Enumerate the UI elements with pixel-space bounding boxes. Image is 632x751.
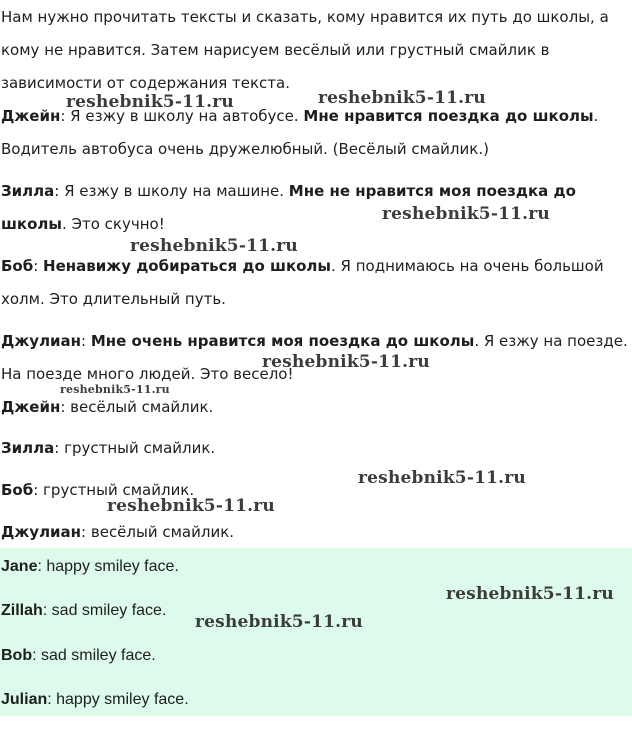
separator: : <box>33 257 44 275</box>
watermark: reshebnik5-11.ru <box>107 496 275 516</box>
watermark: reshebnik5-11.ru <box>382 204 550 224</box>
intro-paragraph: Нам нужно прочитать тексты и сказать, кому нравится их путь до школы, а кому не нравится. Затем нарисуем весёлый или грустный смайлик в зависимости от содержания текста. <box>1 8 609 92</box>
watermark: reshebnik5-11.ru <box>130 236 298 256</box>
answer-name: Julian <box>1 691 48 708</box>
summary-zilla <box>1 432 629 465</box>
speaker-name: Джейн <box>1 107 61 125</box>
answer-bob <box>1 645 156 667</box>
separator: : <box>60 107 71 125</box>
summary-name: Зилла <box>1 439 55 457</box>
summary-text: : грустный смайлик. <box>33 481 195 499</box>
watermark: reshebnik5-11.ru <box>60 383 170 396</box>
answer-name: Bob <box>1 647 33 664</box>
answers-box <box>0 548 632 716</box>
answer-text: : sad smiley face. <box>42 602 167 619</box>
answer-text: : happy smiley face. <box>47 691 189 708</box>
separator: : <box>81 332 91 350</box>
answer-text: : sad smiley face. <box>32 647 156 664</box>
separator: : <box>54 182 65 200</box>
summary-julian <box>1 516 629 549</box>
watermark: reshebnik5-11.ru <box>195 612 363 632</box>
text-bold: Мне очень нравится моя поездка до школы <box>90 332 475 350</box>
speaker-name: Зилла <box>1 182 55 200</box>
text-part: . Это скучно! <box>61 215 165 233</box>
text-bold: Мне не нравится моя поездка до школы <box>1 182 576 233</box>
summary-text: : весёлый смайлик. <box>81 523 235 541</box>
summary-text: : весёлый смайлик. <box>60 398 214 416</box>
watermark: reshebnik5-11.ru <box>66 92 234 112</box>
text-part: . Я езжу на поезде. На поезде много людей. Это весело! <box>1 332 628 383</box>
summary-bob <box>1 474 629 507</box>
answer-name: Jane <box>1 558 38 575</box>
text-part: Я езжу в школу на машине. <box>64 182 289 200</box>
speaker-name: Джулиан <box>1 332 82 350</box>
answer-name: Zillah <box>1 602 43 619</box>
summary-name: Джейн <box>1 398 61 416</box>
answer-text: : happy smiley face. <box>37 558 179 575</box>
summary-name: Боб <box>1 481 34 499</box>
answer-jane <box>1 556 179 578</box>
answer-zillah <box>1 600 166 622</box>
watermark: reshebnik5-11.ru <box>318 88 486 108</box>
summary-text: : грустный смайлик. <box>54 439 216 457</box>
watermark: reshebnik5-11.ru <box>358 468 526 488</box>
text-bold: Ненавижу добираться до школы <box>43 257 331 275</box>
text-part: Я езжу в школу на автобусе. <box>70 107 304 125</box>
text-bold: Мне нравится поездка до школы <box>303 107 594 125</box>
text-bob <box>1 250 629 316</box>
answer-julian <box>1 689 189 711</box>
text-part: . Я поднимаюсь на очень большой холм. Это длительный путь. <box>1 257 604 308</box>
watermark: reshebnik5-11.ru <box>446 584 614 604</box>
summary-name: Джулиан <box>1 523 82 541</box>
text-part: . Водитель автобуса очень дружелюбный. (Весёлый смайлик.) <box>1 107 599 158</box>
speaker-name: Боб <box>1 257 34 275</box>
watermark: reshebnik5-11.ru <box>262 352 430 372</box>
